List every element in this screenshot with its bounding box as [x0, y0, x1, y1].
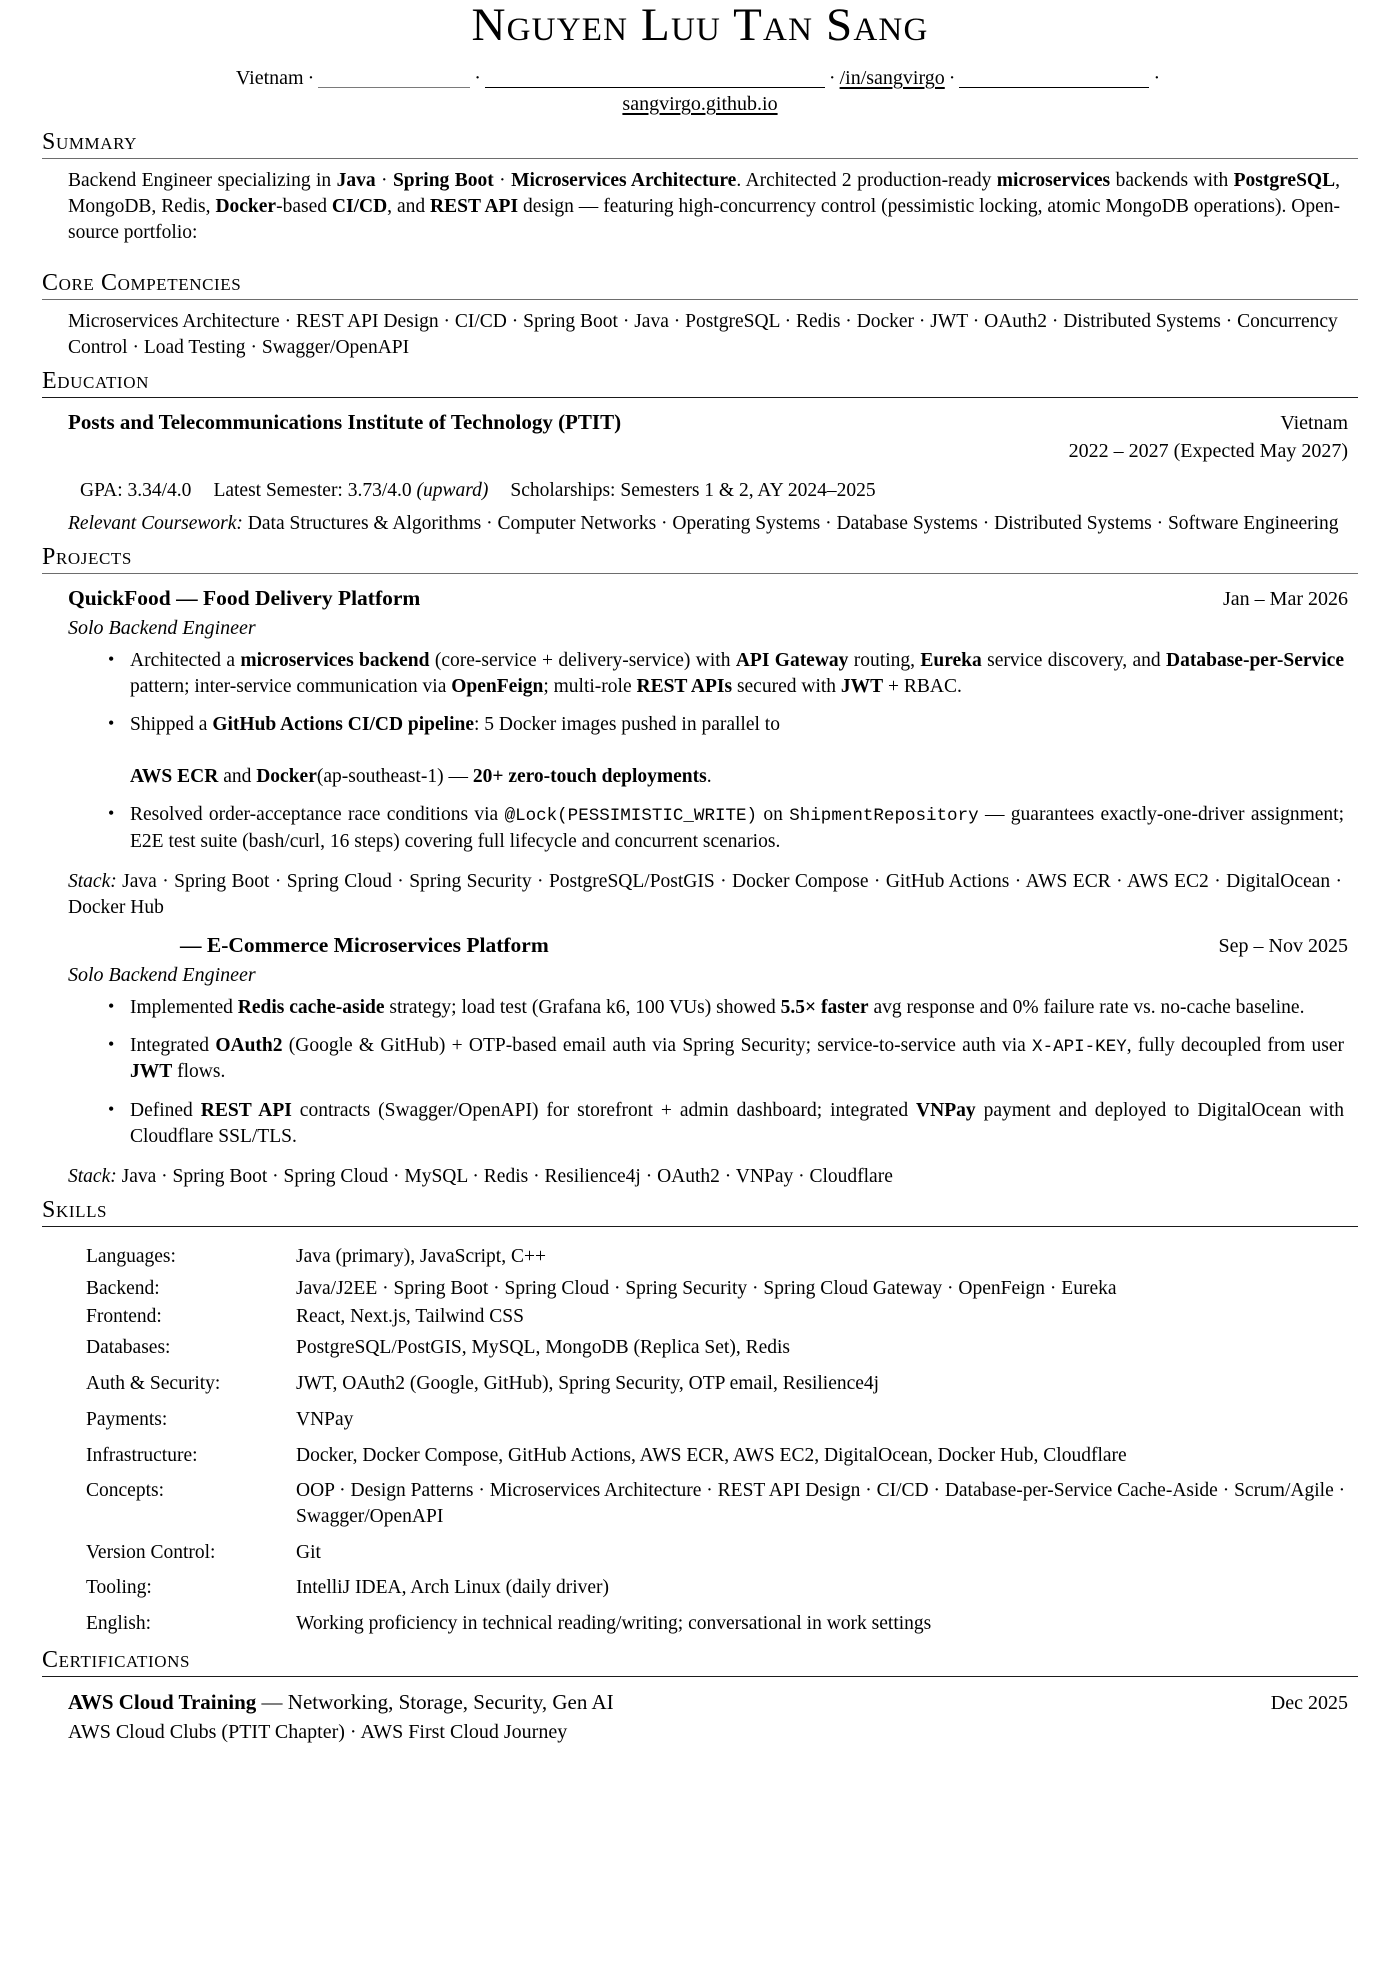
- contact-separator: ·: [1153, 67, 1161, 89]
- bullet-code: X-API-KEY: [1032, 1036, 1127, 1057]
- project-date: Sep – Nov 2025: [1218, 935, 1348, 958]
- skills-label: English:: [86, 1613, 152, 1635]
- competency-separator: ·: [438, 310, 455, 332]
- bullet-emphasis: GitHub Actions CI/CD pipeline: [212, 714, 474, 736]
- certification-title: [68, 1688, 614, 1716]
- section-rule: [42, 299, 1358, 300]
- skills-value: IntelliJ IDEA, Arch Linux (daily driver): [296, 1577, 609, 1599]
- skills-label: Payments:: [86, 1408, 168, 1430]
- summary-bold: Docker: [215, 196, 277, 218]
- project-bullet-list: [68, 648, 1348, 855]
- section-heading-projects: Projects: [42, 544, 132, 571]
- education-scholarships: Scholarships: Semesters 1 & 2, AY 2024–2025: [510, 479, 876, 501]
- project-role: Solo Backend Engineer: [68, 617, 256, 640]
- bullet-text: service discovery, and: [981, 649, 1167, 671]
- competency-separator: ·: [967, 310, 985, 332]
- certification-entry: [42, 1688, 1358, 1746]
- bullet-text: Implemented: [130, 996, 238, 1018]
- bullet-text: (Google & GitHub) + OTP-based email auth via Spring Security; service-to-service auth via: [282, 1034, 1033, 1056]
- contact-line: [42, 63, 1358, 119]
- section-rule: [42, 1226, 1358, 1227]
- skills-row: [86, 1275, 1376, 1303]
- bullet-text: secured with: [732, 675, 841, 697]
- bullet-emphasis: OpenFeign: [451, 675, 544, 697]
- bullet-emphasis: 20+ zero-touch deployments: [472, 766, 707, 788]
- bullet-emphasis: REST API: [200, 1099, 292, 1121]
- competency-item: Java: [634, 310, 669, 332]
- contact-separator: ·: [474, 67, 481, 89]
- bullet-text: contracts (Swagger/OpenAPI) for storefront + admin dashboard; integrated: [291, 1099, 917, 1121]
- education-latest-semester: Latest Semester: 3.73/4.0: [213, 479, 417, 501]
- education-stats: [68, 478, 1348, 504]
- bullet-text: Architected a: [130, 649, 241, 671]
- bullet-emphasis: REST APIs: [636, 675, 733, 697]
- bullet-text: (ap-southeast-1) —: [316, 766, 473, 788]
- bullet-text: on: [757, 804, 790, 826]
- education-school: Posts and Telecommunications Institute of Technology (PTIT): [68, 410, 622, 435]
- section-rule: [42, 158, 1358, 159]
- project-stack-label: Stack:: [68, 870, 117, 892]
- coursework-label: Relevant Coursework:: [68, 512, 243, 534]
- project-bullet-list: [68, 995, 1348, 1150]
- bullet-emphasis: AWS ECR: [130, 766, 219, 788]
- bullet-code: @Lock(PESSIMISTIC_WRITE): [504, 806, 758, 827]
- section-heading-certifications: Certifications: [42, 1646, 191, 1673]
- project-title: [68, 931, 549, 960]
- summary-bold: PostgreSQL: [1233, 170, 1336, 192]
- competency-item: Distributed Systems: [1063, 310, 1221, 332]
- education-dates: 2022 – 2027 (Expected May 2027): [1068, 439, 1348, 462]
- bullet-text: : 5 Docker images pushed in parallel to: [474, 714, 780, 736]
- competency-item: Redis: [795, 310, 841, 332]
- skills-value: PostgreSQL/PostGIS, MySQL, MongoDB (Replica Set), Redis: [296, 1337, 791, 1359]
- summary-part: ·: [375, 170, 393, 192]
- section-heading-core-competencies: Core Competencies: [42, 269, 242, 296]
- skills-value: OOP · Design Patterns · Microservices Architecture · REST API Design · CI/CD · Database-per-Service Cache-Aside · Scrum/Agile · Swagger/OpenAPI: [296, 1480, 1346, 1527]
- bullet-text: strategy; load test (Grafana k6, 100 VUs) showed: [384, 996, 781, 1018]
- skills-row: [86, 1473, 1376, 1534]
- education-latest-semester-note: (upward): [416, 479, 489, 501]
- bullet-emphasis: JWT: [130, 1061, 173, 1083]
- summary-part: Backend Engineer specializing in: [68, 170, 337, 192]
- skills-label: Backend:: [86, 1277, 160, 1299]
- bullet-text: (core-service + delivery-service) with: [429, 649, 736, 671]
- competency-item: Swagger/OpenAPI: [261, 336, 410, 358]
- skills-row: [86, 1402, 1376, 1438]
- project-bullet: [130, 648, 1348, 700]
- bullet-emphasis: Eureka: [920, 649, 982, 671]
- competency-item: OAuth2: [984, 310, 1047, 332]
- certification-date: Dec 2025: [1270, 1692, 1348, 1715]
- summary-bold: Microservices Architecture: [511, 170, 737, 192]
- contact-location: Vietnam: [235, 67, 304, 89]
- summary-part: , and: [387, 196, 431, 218]
- project-stack-value: Java · Spring Boot · Spring Cloud · Spring Security · PostgreSQL/PostGIS · Docker Compose · GitHub Actions · AWS ECR · AWS EC2 · DigitalOcean · Docker Hub: [68, 870, 1342, 919]
- skills-table: [86, 1239, 1376, 1642]
- project-stack-label: Stack:: [68, 1165, 117, 1187]
- bullet-text: payment and deployed to DigitalOcean with Cloudflare SSL/TLS.: [130, 1099, 1344, 1147]
- competency-item: Concurrency Control: [68, 310, 1338, 358]
- project-subtitle: — E-Commerce Microservices Platform: [180, 933, 549, 958]
- section-heading-education: Education: [42, 368, 149, 394]
- linkedin-link[interactable]: /in/sangvirgo: [839, 67, 945, 89]
- skills-value: React, Next.js, Tailwind CSS: [296, 1305, 524, 1327]
- skills-row: [86, 1535, 1376, 1571]
- competency-separator: ·: [1220, 310, 1238, 332]
- bullet-text: Resolved order-acceptance race conditions via: [130, 804, 505, 826]
- project-title: [68, 584, 420, 613]
- skills-label: Concepts:: [86, 1480, 164, 1502]
- project-bullet: [130, 995, 1348, 1021]
- skills-value: Docker, Docker Compose, GitHub Actions, AWS ECR, AWS EC2, DigitalOcean, Docker Hub, Cloudflare: [296, 1444, 1127, 1466]
- bullet-emphasis: Database-per-Service: [1166, 649, 1344, 671]
- competency-separator: ·: [245, 336, 262, 358]
- summary-text: [42, 168, 1358, 246]
- skills-label: Auth & Security:: [86, 1373, 221, 1395]
- competency-separator: ·: [127, 336, 144, 358]
- bullet-text: + RBAC.: [883, 675, 962, 697]
- project-bullet: [130, 1033, 1348, 1086]
- competency-separator: ·: [840, 310, 857, 332]
- section-rule: [42, 397, 1358, 398]
- website-link[interactable]: sangvirgo.github.io: [622, 93, 778, 115]
- competency-item: Docker: [856, 310, 915, 332]
- core-competencies-list: [42, 309, 1358, 361]
- section-rule: [42, 1676, 1358, 1677]
- skills-value: Git: [296, 1541, 321, 1563]
- certification-title-bold: AWS Cloud Training: [68, 1690, 257, 1715]
- certification-subtitle: AWS Cloud Clubs (PTIT Chapter) · AWS First Cloud Journey: [68, 1720, 568, 1743]
- summary-bold: REST API: [430, 196, 519, 218]
- certification-title-rest: — Networking, Storage, Security, Gen AI: [256, 1690, 614, 1715]
- project-role: Solo Backend Engineer: [68, 963, 256, 986]
- skills-row: [86, 1239, 1376, 1275]
- skills-label: Tooling:: [86, 1577, 152, 1599]
- competency-item: JWT: [930, 310, 968, 332]
- skills-value: Java/J2EE · Spring Boot · Spring Cloud · Spring Security · Spring Cloud Gateway · OpenFeign · Eureka: [296, 1277, 1117, 1299]
- bullet-text: pattern; inter-service communication via: [130, 675, 452, 697]
- contact-separator: ·: [307, 67, 315, 89]
- education-coursework: [68, 511, 1348, 537]
- skills-value: JWT, OAuth2 (Google, GitHub), Spring Security, OTP email, Resilience4j: [296, 1373, 880, 1395]
- competency-separator: ·: [506, 310, 524, 332]
- email-link[interactable]: [485, 68, 825, 88]
- projects-container: [42, 584, 1358, 1190]
- project-date: Jan – Mar 2026: [1223, 588, 1348, 611]
- bullet-emphasis: 5.5× faster: [780, 996, 869, 1018]
- bullet-emphasis: JWT: [840, 675, 884, 697]
- skills-row: [86, 1366, 1376, 1402]
- project-entry: [42, 931, 1358, 1190]
- summary-part: . Architected 2 production-ready: [736, 170, 997, 192]
- coursework-value: Data Structures & Algorithms · Computer Networks · Operating Systems · Database Systems · Distributed Systems · Software Engineering: [242, 512, 1339, 534]
- project-name: QuickFood: [68, 586, 171, 611]
- project-bullet: [130, 712, 1348, 790]
- summary-part: , MongoDB, Redis,: [68, 170, 1340, 218]
- skills-row: [86, 1438, 1376, 1474]
- bullet-code: ShipmentRepository: [789, 806, 979, 827]
- bullet-text: avg response and 0% failure rate vs. no-cache baseline.: [868, 996, 1305, 1018]
- summary-part: -based: [276, 196, 332, 218]
- bullet-emphasis: Redis cache-aside: [237, 996, 385, 1018]
- project-entry: [42, 584, 1358, 921]
- skills-row: [86, 1606, 1376, 1642]
- skills-label: Languages:: [86, 1246, 176, 1268]
- bullet-link-gap[interactable]: [130, 738, 1344, 764]
- skills-value: VNPay: [296, 1408, 354, 1430]
- bullet-emphasis: VNPay: [916, 1099, 976, 1121]
- skills-row: [86, 1570, 1376, 1606]
- education-gpa: GPA: 3.34/4.0: [80, 479, 192, 501]
- bullet-emphasis: OAuth2: [215, 1034, 283, 1056]
- project-stack-value: Java · Spring Boot · Spring Cloud · MySQL · Redis · Resilience4j · OAuth2 · VNPay · Cloudflare: [116, 1165, 893, 1187]
- competency-item: CI/CD: [454, 310, 507, 332]
- summary-bold: CI/CD: [331, 196, 388, 218]
- competency-separator: ·: [279, 310, 296, 332]
- bullet-emphasis: API Gateway: [735, 649, 849, 671]
- bullet-emphasis: microservices backend: [240, 649, 430, 671]
- summary-part: ·: [493, 170, 512, 192]
- summary-part: backends with: [1110, 170, 1234, 192]
- section-heading-skills: Skills: [42, 1196, 108, 1223]
- skills-label: Version Control:: [86, 1541, 216, 1563]
- skills-label: Databases:: [86, 1337, 171, 1359]
- bullet-text: Integrated: [130, 1034, 216, 1056]
- contact-separator: ·: [828, 67, 836, 89]
- phone-link[interactable]: [318, 68, 470, 88]
- contact-separator: ·: [948, 67, 956, 89]
- skills-label: Frontend:: [86, 1305, 162, 1327]
- competency-item: Load Testing: [143, 336, 246, 358]
- bullet-text: Shipped a: [130, 714, 213, 736]
- project-bullet: [130, 1098, 1348, 1150]
- skills-value: Working proficiency in technical reading/writing; conversational in work settings: [296, 1613, 932, 1635]
- github-link[interactable]: [959, 68, 1149, 88]
- education-entry: [42, 408, 1358, 537]
- skills-value: Java (primary), JavaScript, C++: [296, 1246, 546, 1268]
- project-stack: [68, 1164, 1348, 1190]
- bullet-text: — guarantees exactly-one-driver assignment; E2E test suite (bash/curl, 16 steps) covering full lifecycle and concurrent scenarios.: [130, 804, 1345, 852]
- competency-separator: ·: [617, 310, 635, 332]
- project-subtitle: — Food Delivery Platform: [170, 586, 421, 611]
- bullet-text: .: [706, 766, 712, 788]
- competency-item: PostgreSQL: [685, 310, 780, 332]
- bullet-text: flows.: [172, 1061, 226, 1083]
- summary-part: design — featuring high-concurrency control (pessimistic locking, atomic MongoDB operations). Open-source portfolio:: [68, 196, 1340, 244]
- project-bullet: [130, 802, 1348, 855]
- competency-separator: ·: [1046, 310, 1064, 332]
- page-title: Nguyen Luu Tan Sang: [471, 0, 929, 51]
- competency-item: Spring Boot: [523, 310, 618, 332]
- section-heading-summary: Summary: [42, 129, 138, 155]
- bullet-text: Defined: [130, 1099, 201, 1121]
- competency-separator: ·: [668, 310, 686, 332]
- skills-row: [86, 1303, 1376, 1331]
- summary-bold: microservices: [996, 170, 1111, 192]
- skills-row: [86, 1330, 1376, 1366]
- education-location: Vietnam: [1280, 412, 1348, 435]
- bullet-text: and: [218, 766, 257, 788]
- competency-item: Microservices Architecture: [68, 310, 280, 332]
- section-rule: [42, 573, 1358, 574]
- summary-bold: Spring Boot: [392, 170, 494, 192]
- summary-bold: Java: [336, 170, 376, 192]
- project-stack: [68, 869, 1348, 921]
- bullet-emphasis: Docker: [256, 766, 317, 788]
- bullet-text: , fully decoupled from user: [1126, 1034, 1345, 1056]
- bullet-text: routing,: [848, 649, 921, 671]
- competency-separator: ·: [779, 310, 796, 332]
- competency-separator: ·: [914, 310, 931, 332]
- competency-item: REST API Design: [295, 310, 439, 332]
- skills-label: Infrastructure:: [86, 1444, 198, 1466]
- bullet-text: ; multi-role: [543, 675, 637, 697]
